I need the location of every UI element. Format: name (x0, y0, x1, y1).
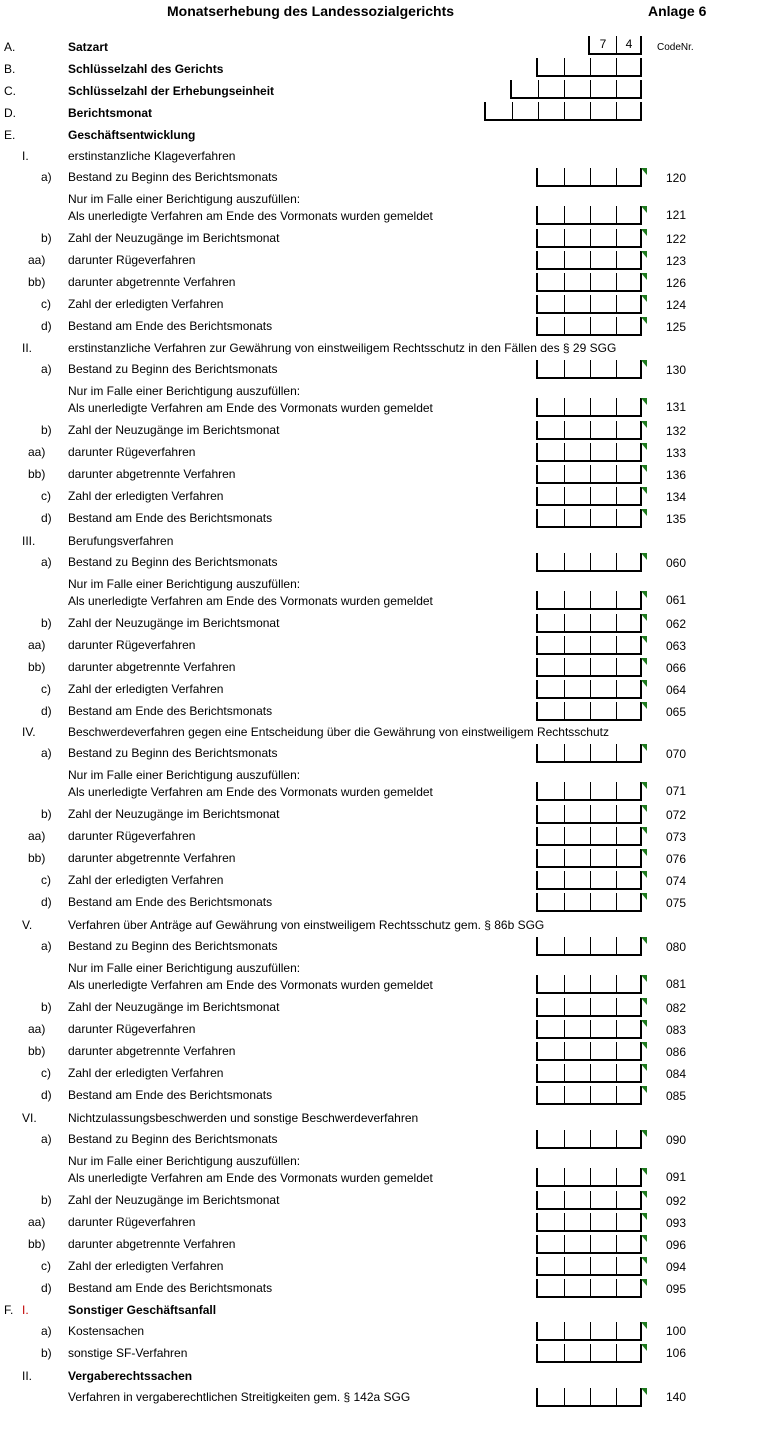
code-number: 135 (666, 512, 687, 526)
code-number: 080 (666, 940, 687, 954)
flag-icon (641, 591, 647, 598)
block-6-input-4[interactable] (536, 1213, 642, 1232)
section-c-label: Schlüsselzahl der Erhebungseinheit (68, 84, 275, 98)
f1-b-label: b) (41, 1346, 52, 1360)
flag-icon (641, 636, 647, 643)
block-4-input-7[interactable] (536, 893, 642, 912)
flag-icon (641, 509, 647, 516)
annex-label: Anlage 6 (648, 3, 707, 19)
block-roman-1: I. (22, 149, 29, 163)
code-number: 084 (666, 1067, 687, 1081)
section-e-label: Geschäftsentwicklung (68, 128, 196, 142)
f1-a-input[interactable] (536, 1322, 642, 1341)
block-4-input-6[interactable] (536, 871, 642, 890)
item-text: darunter abgetrennte Verfahren (68, 1044, 236, 1058)
item-text: Zahl der Neuzugänge im Berichtsmonat (68, 1000, 280, 1014)
item-label: bb) (28, 1237, 46, 1251)
flag-icon (641, 1322, 647, 1329)
block-5-input-6[interactable] (536, 1064, 642, 1083)
item-text: Bestand am Ende des Berichtsmonats (68, 1281, 273, 1295)
block-3-prev-input[interactable] (536, 591, 642, 610)
code-number: 075 (666, 896, 687, 910)
flag-icon (641, 1168, 647, 1175)
code-number: 123 (666, 254, 687, 268)
correction-note: Nur im Falle einer Berichtigung auszufüllen: (68, 1154, 301, 1168)
f2-input[interactable] (536, 1388, 642, 1407)
block-1-input-1[interactable] (536, 168, 642, 187)
block-heading-3: Berufungsverfahren (68, 534, 174, 548)
flag-icon (641, 251, 647, 258)
flag-icon (641, 658, 647, 665)
f1-b-input[interactable] (536, 1344, 642, 1363)
flag-icon (641, 975, 647, 982)
block-4-input-3[interactable] (536, 805, 642, 824)
block-heading-4: Beschwerdeverfahren gegen eine Entscheidung über die Gewährung von einstweiligem Rechtsschutz (68, 725, 609, 739)
correction-note-text: Als unerledigte Verfahren am Ende des Vormonats wurden gemeldet (68, 401, 433, 415)
block-3-input-4[interactable] (536, 636, 642, 655)
flag-icon (641, 702, 647, 709)
item-label: c) (41, 1066, 51, 1080)
flag-icon (641, 317, 647, 324)
code-number: 082 (666, 1001, 687, 1015)
flag-icon (641, 680, 647, 687)
block-2-input-1[interactable] (536, 360, 642, 379)
block-4-input-4[interactable] (536, 827, 642, 846)
item-text: Zahl der Neuzugänge im Berichtsmonat (68, 616, 280, 630)
item-label: aa) (28, 253, 46, 267)
block-5-input-3[interactable] (536, 998, 642, 1017)
flag-icon (641, 1042, 647, 1049)
block-1-input-5[interactable] (536, 273, 642, 292)
f1-b-code: 106 (666, 1346, 687, 1360)
code-number: 065 (666, 705, 687, 719)
item-text: Zahl der Neuzugänge im Berichtsmonat (68, 231, 280, 245)
item-text: Zahl der Neuzugänge im Berichtsmonat (68, 1193, 280, 1207)
block-2-input-4[interactable] (536, 443, 642, 462)
code-number: 096 (666, 1238, 687, 1252)
item-text: darunter abgetrennte Verfahren (68, 1237, 236, 1251)
block-6-input-1[interactable] (536, 1130, 642, 1149)
section-f-roman: I. (22, 1303, 29, 1317)
flag-icon (641, 398, 647, 405)
section-d-label: Berichtsmonat (68, 106, 153, 120)
item-text: darunter Rügeverfahren (68, 1215, 196, 1229)
item-text: Zahl der erledigten Verfahren (68, 1066, 224, 1080)
block-3-input-5[interactable] (536, 658, 642, 677)
block-roman-5: V. (22, 918, 33, 932)
block-5-input-5[interactable] (536, 1042, 642, 1061)
item-label: b) (41, 807, 52, 821)
block-roman-6: VI. (22, 1111, 37, 1125)
section-b-label: Schlüsselzahl des Gerichts (68, 62, 224, 76)
block-3-input-7[interactable] (536, 702, 642, 721)
block-5-prev-input[interactable] (536, 975, 642, 994)
code-number: 121 (666, 208, 687, 222)
gericht-key-box[interactable] (536, 58, 642, 77)
correction-note: Nur im Falle einer Berichtigung auszufüllen: (68, 768, 301, 782)
flag-icon (641, 1235, 647, 1242)
item-label: aa) (28, 638, 46, 652)
code-number: 131 (666, 400, 687, 414)
item-label: aa) (28, 1022, 46, 1036)
item-label: c) (41, 1259, 51, 1273)
block-2-input-7[interactable] (536, 509, 642, 528)
correction-note: Nur im Falle einer Berichtigung auszufüllen: (68, 192, 301, 206)
correction-note: Nur im Falle einer Berichtigung auszufüllen: (68, 577, 301, 591)
item-label: b) (41, 1000, 52, 1014)
flag-icon (641, 229, 647, 236)
item-label: d) (41, 704, 52, 718)
block-5-input-7[interactable] (536, 1086, 642, 1105)
block-2-input-5[interactable] (536, 465, 642, 484)
item-label: b) (41, 423, 52, 437)
flag-icon (641, 206, 647, 213)
flag-icon (641, 614, 647, 621)
code-number: 070 (666, 747, 687, 761)
code-number: 120 (666, 171, 687, 185)
item-text: Bestand am Ende des Berichtsmonats (68, 511, 273, 525)
satzart-box (588, 36, 642, 55)
item-text: darunter Rügeverfahren (68, 445, 196, 459)
code-number: 073 (666, 830, 687, 844)
code-number: 136 (666, 468, 687, 482)
block-2-input-6[interactable] (536, 487, 642, 506)
flag-icon (641, 273, 647, 280)
code-number: 093 (666, 1216, 687, 1230)
code-number: 134 (666, 490, 687, 504)
block-heading-5: Verfahren über Anträge auf Gewährung von einstweiligem Rechtsschutz gem. § 86b SGG (68, 918, 545, 932)
flag-icon (641, 295, 647, 302)
section-d-letter: D. (4, 106, 16, 120)
item-text: Bestand zu Beginn des Berichtsmonats (68, 555, 278, 569)
code-number: 130 (666, 363, 687, 377)
block-heading-6: Nichtzulassungsbeschwerden und sonstige Beschwerdeverfahren (68, 1111, 419, 1125)
item-label: d) (41, 319, 52, 333)
flag-icon (641, 1279, 647, 1286)
code-number: 092 (666, 1194, 687, 1208)
item-text: Zahl der Neuzugänge im Berichtsmonat (68, 807, 280, 821)
code-number: 085 (666, 1089, 687, 1103)
code-number: 063 (666, 639, 687, 653)
code-number: 064 (666, 683, 687, 697)
f1-a-code: 100 (666, 1324, 687, 1338)
block-5-input-1[interactable] (536, 937, 642, 956)
correction-note: Nur im Falle einer Berichtigung auszufüllen: (68, 384, 301, 398)
block-roman-3: III. (22, 534, 36, 548)
flag-icon (641, 1086, 647, 1093)
block-2-input-3[interactable] (536, 421, 642, 440)
f1-a-text: Kostensachen (68, 1324, 145, 1338)
code-number: 071 (666, 784, 687, 798)
item-text: darunter abgetrennte Verfahren (68, 275, 236, 289)
flag-icon (641, 1344, 647, 1351)
flag-icon (641, 744, 647, 751)
berichtsmonat-box[interactable] (484, 102, 642, 121)
item-label: bb) (28, 1044, 46, 1058)
section-a-label: Satzart (68, 40, 109, 54)
item-text: Bestand am Ende des Berichtsmonats (68, 319, 273, 333)
form-title: Monatserhebung des Landessozialgerichts (167, 3, 455, 19)
section-f-label: Sonstiger Geschäftsanfall (68, 1303, 217, 1317)
block-1-input-6[interactable] (536, 295, 642, 314)
block-3-input-1[interactable] (536, 553, 642, 572)
flag-icon (641, 937, 647, 944)
f2-roman: II. (22, 1369, 33, 1383)
item-label: aa) (28, 445, 46, 459)
flag-icon (641, 805, 647, 812)
flag-icon (641, 871, 647, 878)
code-column-header: CodeNr. (657, 42, 694, 53)
block-5-input-4[interactable] (536, 1020, 642, 1039)
item-text: Bestand am Ende des Berichtsmonats (68, 895, 273, 909)
item-text: Zahl der erledigten Verfahren (68, 1259, 224, 1273)
code-number: 062 (666, 617, 687, 631)
flag-icon (641, 1257, 647, 1264)
item-label: a) (41, 170, 52, 184)
item-text: darunter abgetrennte Verfahren (68, 851, 236, 865)
block-1-input-4[interactable] (536, 251, 642, 270)
erhebungseinheit-key-box[interactable] (510, 80, 642, 99)
item-text: Bestand zu Beginn des Berichtsmonats (68, 746, 278, 760)
correction-note-text: Als unerledigte Verfahren am Ende des Vormonats wurden gemeldet (68, 978, 433, 992)
item-label: d) (41, 511, 52, 525)
correction-note: Nur im Falle einer Berichtigung auszufüllen: (68, 961, 301, 975)
item-label: c) (41, 682, 51, 696)
item-text: darunter Rügeverfahren (68, 638, 196, 652)
correction-note-text: Als unerledigte Verfahren am Ende des Vormonats wurden gemeldet (68, 1171, 433, 1185)
item-label: aa) (28, 1215, 46, 1229)
item-label: b) (41, 1193, 52, 1207)
flag-icon (641, 782, 647, 789)
item-text: darunter Rügeverfahren (68, 253, 196, 267)
flag-icon (641, 168, 647, 175)
item-label: b) (41, 616, 52, 630)
block-4-input-1[interactable] (536, 744, 642, 763)
item-text: Zahl der erledigten Verfahren (68, 489, 224, 503)
section-e-letter: E. (4, 128, 16, 142)
flag-icon (641, 849, 647, 856)
flag-icon (641, 1020, 647, 1027)
code-number: 074 (666, 874, 687, 888)
code-number: 090 (666, 1133, 687, 1147)
code-number: 061 (666, 593, 687, 607)
code-number: 095 (666, 1282, 687, 1296)
block-roman-2: II. (22, 341, 33, 355)
flag-icon (641, 893, 647, 900)
item-label: d) (41, 1281, 52, 1295)
flag-icon (641, 1130, 647, 1137)
item-label: bb) (28, 851, 46, 865)
item-label: bb) (28, 660, 46, 674)
item-label: b) (41, 231, 52, 245)
item-label: a) (41, 939, 52, 953)
code-number: 081 (666, 977, 687, 991)
item-text: Zahl der erledigten Verfahren (68, 682, 224, 696)
item-label: a) (41, 1132, 52, 1146)
code-number: 126 (666, 276, 687, 290)
flag-icon (641, 553, 647, 560)
block-1-input-3[interactable] (536, 229, 642, 248)
block-6-input-5[interactable] (536, 1235, 642, 1254)
item-text: Zahl der Neuzugänge im Berichtsmonat (68, 423, 280, 437)
flag-icon (641, 827, 647, 834)
item-label: bb) (28, 467, 46, 481)
item-label: a) (41, 746, 52, 760)
item-text: Bestand am Ende des Berichtsmonats (68, 704, 273, 718)
item-text: Bestand zu Beginn des Berichtsmonats (68, 939, 278, 953)
block-3-input-6[interactable] (536, 680, 642, 699)
block-roman-4: IV. (22, 725, 36, 739)
block-4-input-5[interactable] (536, 849, 642, 868)
block-6-input-7[interactable] (536, 1279, 642, 1298)
item-text: Bestand zu Beginn des Berichtsmonats (68, 170, 278, 184)
flag-icon (641, 998, 647, 1005)
block-4-prev-input[interactable] (536, 782, 642, 801)
flag-icon (641, 465, 647, 472)
code-number: 083 (666, 1023, 687, 1037)
section-f-letter: F. (4, 1303, 14, 1317)
block-6-input-6[interactable] (536, 1257, 642, 1276)
code-number: 066 (666, 661, 687, 675)
code-number: 124 (666, 298, 687, 312)
f1-a-label: a) (41, 1324, 52, 1338)
section-c-letter: C. (4, 84, 16, 98)
item-text: Bestand zu Beginn des Berichtsmonats (68, 362, 278, 376)
item-text: Bestand am Ende des Berichtsmonats (68, 1088, 273, 1102)
item-label: c) (41, 489, 51, 503)
item-label: a) (41, 362, 52, 376)
block-heading-1: erstinstanzliche Klageverfahren (68, 149, 236, 163)
item-label: d) (41, 1088, 52, 1102)
section-b-letter: B. (4, 62, 16, 76)
block-6-prev-input[interactable] (536, 1168, 642, 1187)
flag-icon (641, 360, 647, 367)
satzart-digit-2: 4 (625, 37, 633, 51)
code-number: 091 (666, 1170, 687, 1184)
code-number: 132 (666, 424, 687, 438)
flag-icon (641, 1064, 647, 1071)
item-text: darunter Rügeverfahren (68, 1022, 196, 1036)
correction-note-text: Als unerledigte Verfahren am Ende des Vormonats wurden gemeldet (68, 785, 433, 799)
code-number: 076 (666, 852, 687, 866)
item-text: Zahl der erledigten Verfahren (68, 873, 224, 887)
item-label: bb) (28, 275, 46, 289)
code-number: 060 (666, 556, 687, 570)
item-label: aa) (28, 829, 46, 843)
block-1-input-7[interactable] (536, 317, 642, 336)
flag-icon (641, 1213, 647, 1220)
satzart-digit-1: 7 (599, 37, 607, 51)
block-3-input-3[interactable] (536, 614, 642, 633)
block-1-prev-input[interactable] (536, 206, 642, 225)
code-number: 072 (666, 808, 687, 822)
f2-text: Verfahren in vergaberechtlichen Streitigkeiten gem. § 142a SGG (68, 1390, 411, 1404)
code-number: 133 (666, 446, 687, 460)
correction-note-text: Als unerledigte Verfahren am Ende des Vormonats wurden gemeldet (68, 209, 433, 223)
section-a-letter: A. (4, 40, 16, 54)
item-text: Bestand zu Beginn des Berichtsmonats (68, 1132, 278, 1146)
flag-icon (641, 1191, 647, 1198)
block-6-input-3[interactable] (536, 1191, 642, 1210)
block-2-prev-input[interactable] (536, 398, 642, 417)
flag-icon (641, 421, 647, 428)
code-number: 122 (666, 232, 687, 246)
item-label: a) (41, 555, 52, 569)
item-text: darunter Rügeverfahren (68, 829, 196, 843)
item-text: darunter abgetrennte Verfahren (68, 467, 236, 481)
flag-icon (641, 487, 647, 494)
f1-b-text: sonstige SF-Verfahren (68, 1346, 188, 1360)
code-number: 094 (666, 1260, 687, 1274)
block-heading-2: erstinstanzliche Verfahren zur Gewährung von einstweiligem Rechtsschutz in den Fällen des § 29 SGG (68, 341, 617, 355)
correction-note-text: Als unerledigte Verfahren am Ende des Vormonats wurden gemeldet (68, 594, 433, 608)
item-text: darunter abgetrennte Verfahren (68, 660, 236, 674)
code-number: 125 (666, 320, 687, 334)
f2-label: Vergaberechtssachen (68, 1369, 193, 1383)
item-label: c) (41, 297, 51, 311)
flag-icon (641, 1388, 647, 1395)
f2-code: 140 (666, 1390, 687, 1404)
item-label: d) (41, 895, 52, 909)
item-text: Zahl der erledigten Verfahren (68, 297, 224, 311)
flag-icon (641, 443, 647, 450)
code-number: 086 (666, 1045, 687, 1059)
item-label: c) (41, 873, 51, 887)
